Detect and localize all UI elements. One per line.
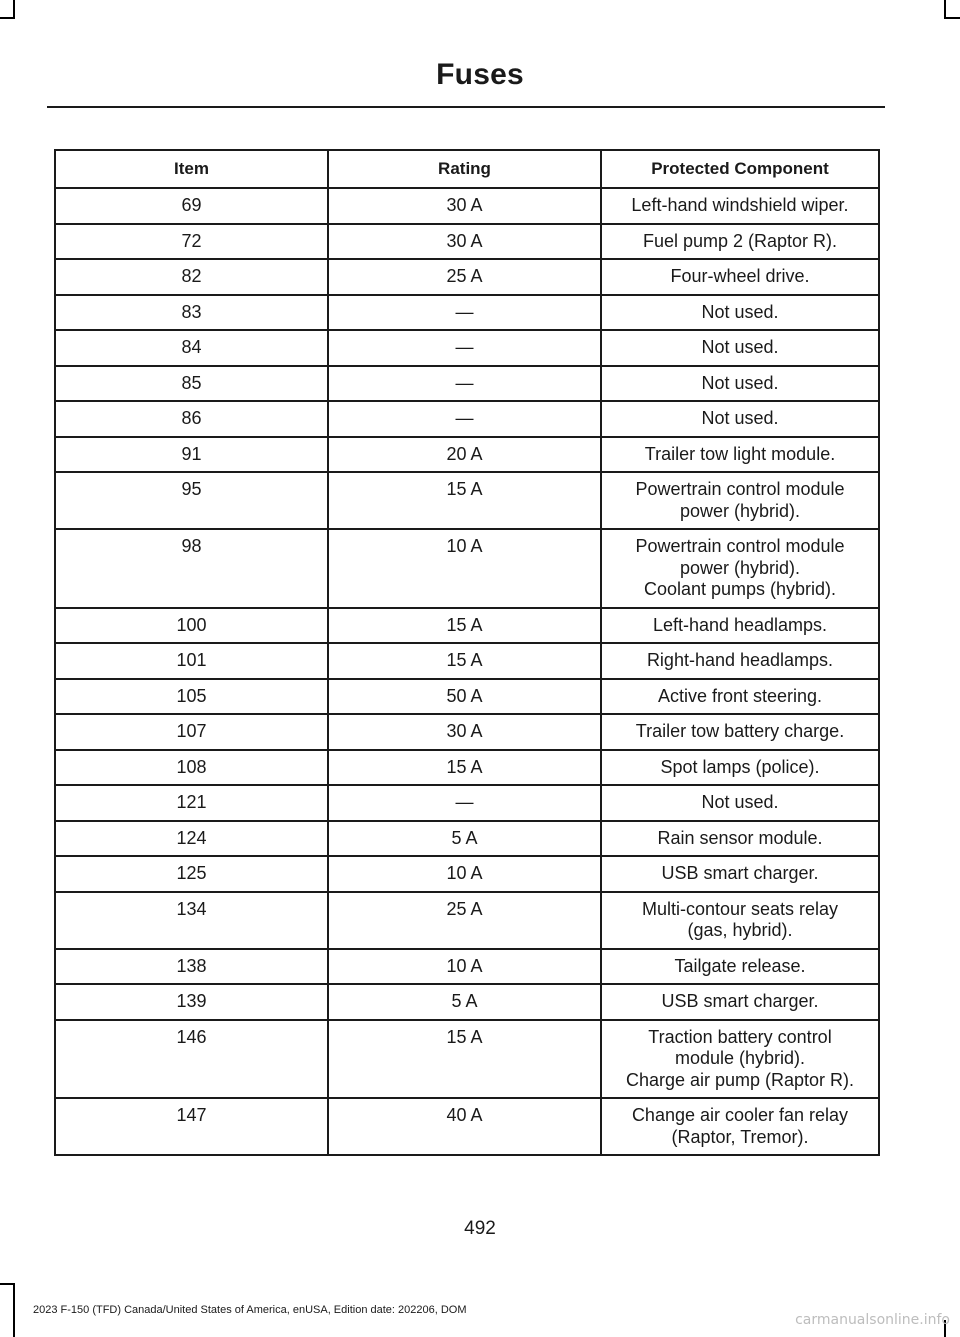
crop-mark-bottom-left-h	[0, 1283, 15, 1285]
table-body	[55, 188, 879, 1155]
cell-protected-component	[601, 679, 879, 715]
component-line: Right-hand headlamps.	[646, 650, 834, 670]
cell-protected-component	[601, 949, 879, 985]
column-header-protected-component: Protected Component	[601, 150, 879, 188]
component-line: Coolant pumps (hybrid).	[643, 579, 837, 599]
page-number: 492	[464, 1218, 496, 1239]
table-row	[55, 984, 879, 1020]
table-row	[55, 224, 879, 260]
cell-protected-component	[601, 750, 879, 786]
cell-rating: —	[328, 295, 601, 331]
component-line: Trailer tow light module.	[644, 443, 836, 464]
component-line: Left-hand windshield wiper.	[631, 195, 849, 215]
table-row	[55, 856, 879, 892]
cell-rating: 25 A	[328, 259, 601, 295]
component-line: Not used.	[701, 301, 779, 322]
table-row	[55, 785, 879, 821]
component-line: Powertrain control module	[635, 536, 845, 556]
table-row	[55, 437, 879, 473]
table-row	[55, 1020, 879, 1099]
cell-rating: 10 A	[328, 949, 601, 985]
cell-rating: 10 A	[328, 856, 601, 892]
component-line: Fuel pump 2 (Raptor R).	[642, 230, 838, 251]
component-line: Spot lamps (police).	[660, 756, 820, 777]
component-line: power (hybrid).	[679, 500, 801, 521]
page-title: Fuses	[436, 58, 524, 91]
component-line: Tailgate release.	[674, 955, 806, 976]
cell-item: 121	[55, 785, 328, 821]
cell-protected-component	[601, 1020, 879, 1099]
cell-item: 105	[55, 679, 328, 715]
footer-edition-info: 2023 F-150 (TFD) Canada/United States of America, enUSA, Edition date: 202206, DOM	[33, 1304, 467, 1316]
cell-protected-component	[601, 224, 879, 260]
cell-protected-component	[601, 608, 879, 644]
table-row	[55, 949, 879, 985]
cell-protected-component	[601, 714, 879, 750]
cell-item: 139	[55, 984, 328, 1020]
cell-protected-component	[601, 643, 879, 679]
cell-rating: 40 A	[328, 1098, 601, 1155]
table-header-row	[55, 150, 879, 188]
fuse-table	[54, 149, 880, 1156]
table-row	[55, 295, 879, 331]
crop-mark-top-right	[944, 0, 946, 18]
watermark: carmanualsonline.info	[795, 1312, 950, 1328]
column-header-rating: Rating	[328, 150, 601, 188]
table-row	[55, 366, 879, 402]
cell-rating: —	[328, 785, 601, 821]
component-line: USB smart charger.	[661, 863, 819, 883]
cell-rating: 15 A	[328, 472, 601, 529]
cell-rating: —	[328, 401, 601, 437]
table-row	[55, 750, 879, 786]
table-row	[55, 330, 879, 366]
cell-protected-component	[601, 295, 879, 331]
component-line: Trailer tow battery charge.	[635, 721, 845, 741]
cell-item: 125	[55, 856, 328, 892]
component-line: Traction battery control	[648, 1026, 832, 1047]
cell-item: 101	[55, 643, 328, 679]
cell-protected-component	[601, 437, 879, 473]
cell-item: 146	[55, 1020, 328, 1099]
cell-protected-component	[601, 330, 879, 366]
column-header-item: Item	[55, 150, 328, 188]
cell-protected-component	[601, 821, 879, 857]
component-line: Rain sensor module.	[657, 827, 823, 848]
cell-rating: —	[328, 366, 601, 402]
cell-rating: 30 A	[328, 224, 601, 260]
cell-protected-component	[601, 529, 879, 608]
cell-rating: 5 A	[328, 984, 601, 1020]
crop-mark-top-left	[13, 0, 15, 18]
component-line: (Raptor, Tremor).	[671, 1126, 809, 1147]
component-line: Not used.	[701, 408, 779, 428]
cell-item: 86	[55, 401, 328, 437]
cell-rating: 50 A	[328, 679, 601, 715]
cell-protected-component	[601, 892, 879, 949]
cell-item: 147	[55, 1098, 328, 1155]
component-line: Change air cooler fan relay	[631, 1105, 849, 1125]
cell-item: 91	[55, 437, 328, 473]
cell-protected-component	[601, 984, 879, 1020]
component-line: (gas, hybrid).	[687, 920, 793, 940]
cell-item: 72	[55, 224, 328, 260]
table-row	[55, 401, 879, 437]
component-line: Not used.	[701, 337, 779, 357]
cell-rating: 15 A	[328, 1020, 601, 1099]
cell-item: 138	[55, 949, 328, 985]
crop-mark-bottom-left	[13, 1283, 15, 1337]
cell-rating: 20 A	[328, 437, 601, 473]
cell-item: 82	[55, 259, 328, 295]
component-line: Multi-contour seats relay	[641, 898, 839, 919]
cell-protected-component	[601, 188, 879, 224]
cell-item: 134	[55, 892, 328, 949]
table-row	[55, 608, 879, 644]
table-row	[55, 259, 879, 295]
cell-rating: 30 A	[328, 188, 601, 224]
cell-rating: 30 A	[328, 714, 601, 750]
cell-protected-component	[601, 856, 879, 892]
cell-protected-component	[601, 472, 879, 529]
table-row	[55, 529, 879, 608]
cell-protected-component	[601, 259, 879, 295]
crop-mark-top-right-h	[944, 17, 960, 19]
cell-rating: 10 A	[328, 529, 601, 608]
component-line: Four-wheel drive.	[670, 266, 810, 286]
cell-protected-component	[601, 366, 879, 402]
table-row	[55, 679, 879, 715]
component-line: Not used.	[701, 792, 779, 812]
table-row	[55, 1098, 879, 1155]
component-line: module (hybrid).	[674, 1048, 806, 1068]
cell-rating: 25 A	[328, 892, 601, 949]
component-line: Charge air pump (Raptor R).	[625, 1069, 855, 1090]
table-row	[55, 472, 879, 529]
component-line: Left-hand headlamps.	[652, 614, 828, 635]
table-row	[55, 821, 879, 857]
component-line: power (hybrid).	[679, 557, 801, 578]
cell-item: 107	[55, 714, 328, 750]
cell-item: 108	[55, 750, 328, 786]
cell-protected-component	[601, 785, 879, 821]
cell-item: 124	[55, 821, 328, 857]
table-row	[55, 643, 879, 679]
component-line: Not used.	[701, 372, 779, 393]
cell-item: 69	[55, 188, 328, 224]
title-divider	[47, 106, 885, 108]
table-row	[55, 892, 879, 949]
cell-item: 100	[55, 608, 328, 644]
component-line: Powertrain control module	[635, 479, 845, 499]
table-row	[55, 188, 879, 224]
cell-protected-component	[601, 1098, 879, 1155]
crop-mark-top-left-h	[0, 17, 15, 19]
cell-item: 84	[55, 330, 328, 366]
cell-rating: 15 A	[328, 750, 601, 786]
cell-protected-component	[601, 401, 879, 437]
cell-item: 83	[55, 295, 328, 331]
component-line: Active front steering.	[657, 685, 823, 706]
cell-rating: 5 A	[328, 821, 601, 857]
component-line: USB smart charger.	[661, 991, 819, 1011]
cell-item: 98	[55, 529, 328, 608]
cell-rating: 15 A	[328, 608, 601, 644]
cell-item: 95	[55, 472, 328, 529]
cell-item: 85	[55, 366, 328, 402]
table-row	[55, 714, 879, 750]
cell-rating: —	[328, 330, 601, 366]
cell-rating: 15 A	[328, 643, 601, 679]
